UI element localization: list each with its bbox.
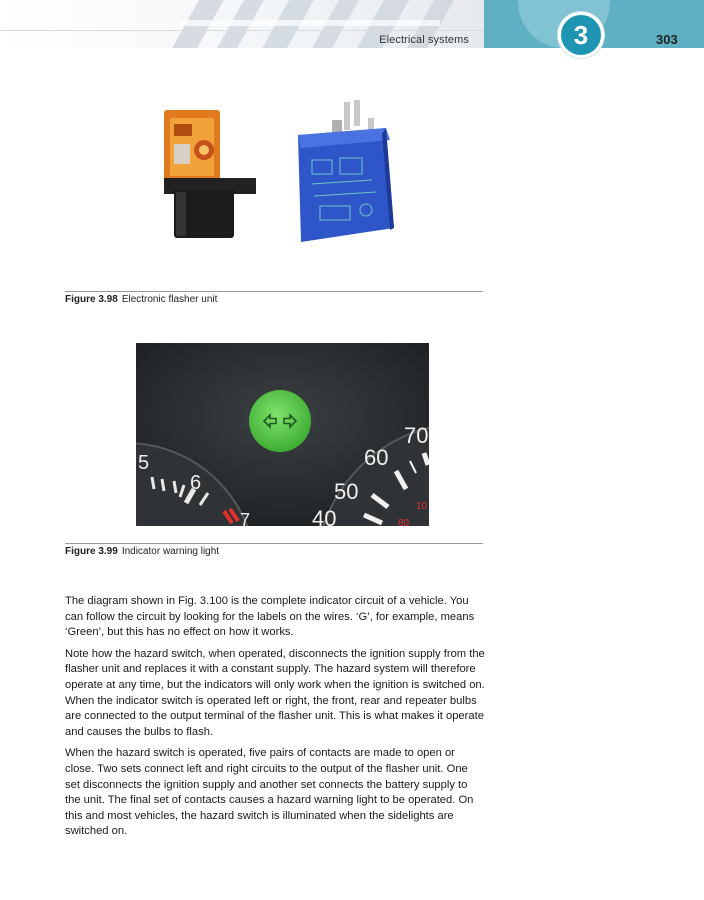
tick-label: 5 bbox=[138, 452, 150, 474]
figure-rule bbox=[65, 291, 483, 292]
speed-label: 50 bbox=[334, 479, 359, 504]
paragraph: Note how the hazard switch, when operated, disconnects the ignition supply from the flasher unit and replaces it with a constant supply. The hazard system will therefore operate at any time, but the indicators will only work when the ignition is switched on. When the indicator switch is operated left or right, the front, rear and repeater bulbs are connected to the output terminal of the flasher unit. This is what makes it operate and causes the bulbs to flash. bbox=[65, 647, 485, 738]
figure-caption-text: Electronic flasher unit bbox=[121, 294, 218, 305]
indicator-light bbox=[249, 390, 311, 452]
flasher-unit-photo bbox=[136, 60, 436, 285]
figure-caption bbox=[65, 546, 219, 557]
page-number: 303 bbox=[656, 32, 678, 47]
figure-rule bbox=[65, 543, 483, 544]
figure-caption-text: Indicator warning light bbox=[121, 546, 220, 557]
red-scale-label: 10 bbox=[416, 501, 428, 512]
speed-label: 60 bbox=[364, 445, 389, 470]
body-text bbox=[65, 594, 485, 846]
speed-label: 40 bbox=[312, 506, 337, 526]
section-title: Electrical systems bbox=[379, 34, 469, 46]
indicator-warning-photo bbox=[136, 343, 429, 526]
figure-label: Figure 3.98 bbox=[65, 294, 118, 305]
paragraph: The diagram shown in Fig. 3.100 is the complete indicator circuit of a vehicle. You can follow the circuit by looking for the labels on the wires. ‘G’, for example, means ‘Green’, but this has no effect on how it works. bbox=[65, 595, 475, 639]
header-rule bbox=[0, 30, 484, 31]
chapter-badge: 3 bbox=[558, 12, 604, 58]
paragraph: When the hazard switch is operated, five pairs of contacts are made to open or close. Two sets connect left and right circuits to the output of the flasher unit. One set disconnects the ignition supply and another set connects the battery supply to the unit. The final set of contacts causes a hazard warning light to be operated. On this and most vehicles, the hazard switch is illuminated when the sidelights are switched on. bbox=[65, 747, 474, 838]
figure-caption bbox=[65, 294, 217, 305]
tick-label: 7 bbox=[240, 510, 251, 526]
speed-label: 70 bbox=[404, 423, 429, 448]
red-scale-label: 80 bbox=[398, 518, 410, 526]
tick-label: 6 bbox=[190, 472, 202, 494]
dashboard-image bbox=[136, 343, 429, 526]
figure-label: Figure 3.99 bbox=[65, 546, 118, 557]
